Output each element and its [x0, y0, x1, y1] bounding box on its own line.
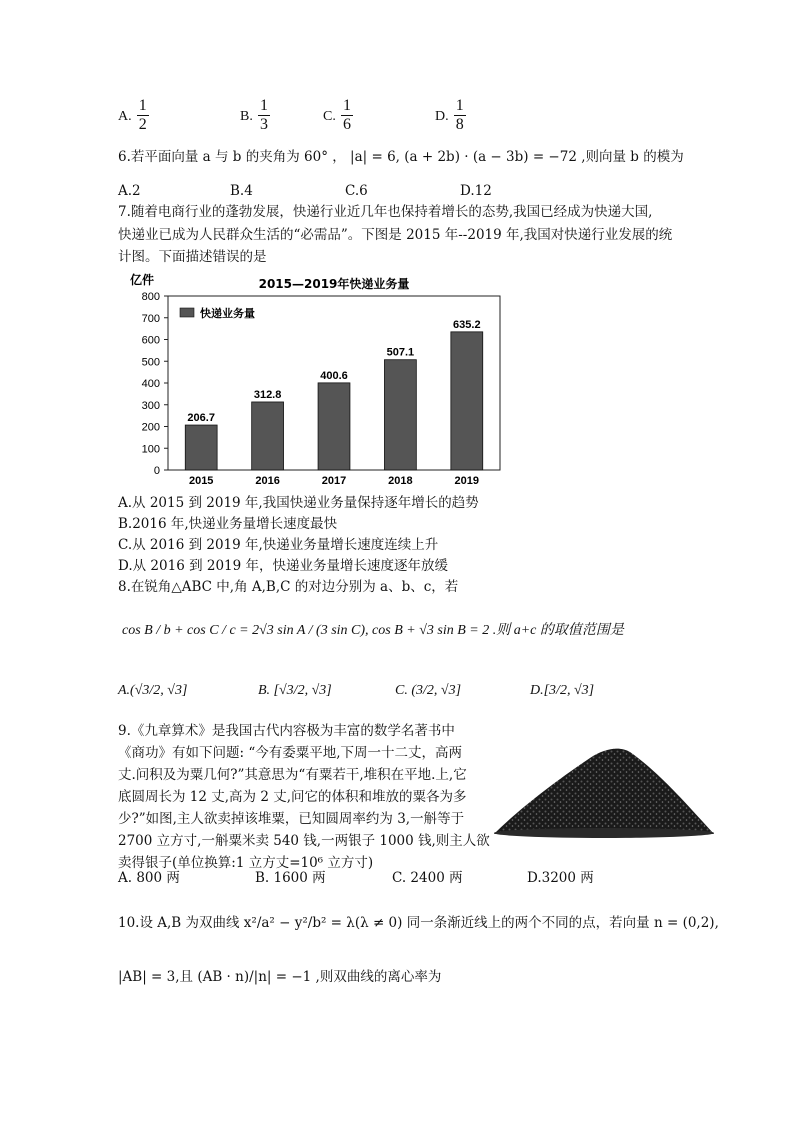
legend-label: 快递业务量	[200, 307, 255, 320]
y-tick-label: 300	[141, 399, 160, 412]
legend-swatch	[180, 308, 194, 317]
data-label-2016: 312.8	[253, 388, 282, 401]
q5-option-a[interactable]	[118, 97, 149, 134]
y-tick-label: 600	[141, 334, 160, 347]
option-label: D.	[435, 109, 449, 124]
chart-title: 2015—2019年快递业务量	[258, 277, 410, 291]
x-tick-label-2017: 2017	[321, 475, 347, 487]
q8-stem: 8.在锐角△ABC 中,角 A,B,C 的对边分别为 a、b、c，若	[118, 579, 459, 595]
q9-line6: 2700 立方寸,一斛粟米卖 540 钱,一两银子 1000 钱,则主人欲	[118, 833, 490, 849]
data-label-2019: 635.2	[453, 318, 481, 331]
y-tick-label: 800	[141, 291, 160, 303]
q5-option-b[interactable]	[240, 97, 270, 134]
fraction	[341, 97, 353, 134]
data-label-2018: 507.1	[386, 346, 415, 359]
q6-stem: 6.若平面向量 a 与 b 的夹角为 60° ， |a| = 6, (a + 2b) · (a − 3b) = −72 ,则向量 b 的模为	[118, 149, 684, 165]
bar-2015	[185, 425, 217, 470]
numerator: 1	[259, 97, 268, 114]
q9-line3: 丈.问积及为粟几何?”其意思为“有粟若干,堆积在平地.上,它	[118, 767, 467, 783]
bar-2018	[384, 360, 416, 470]
numerator: 1	[455, 97, 464, 114]
data-label-2017: 400.6	[320, 369, 348, 382]
q9-line2: 《商功》有如下问题: “今有委粟平地,下周一十二丈，高两	[118, 745, 463, 761]
denominator: 3	[259, 116, 268, 133]
q8-option-d[interactable]: D.[3/2, √3]	[530, 683, 595, 698]
y-axis-label: 亿件	[130, 273, 155, 287]
q8-option-c[interactable]: C. (3/2, √3]	[395, 683, 462, 698]
fraction	[454, 97, 466, 134]
y-tick-label: 500	[141, 356, 160, 369]
q8-formula: cos B / b + cos C / c = 2√3 sin A / (3 sin C), cos B + √3 sin B = 2 .则 a+c 的取值范围是	[122, 623, 624, 638]
q6-option-d[interactable]: D.12	[460, 183, 492, 199]
x-tick-label-2016: 2016	[255, 475, 280, 487]
q7-option-b[interactable]: B.2016 年,快递业务量增长速度最快	[118, 516, 338, 532]
data-label-2015: 206.7	[187, 412, 215, 425]
q5-option-d[interactable]	[435, 97, 466, 134]
y-tick-label: 400	[141, 378, 160, 390]
q9-option-c[interactable]: C. 2400 两	[392, 870, 463, 886]
q7-stem-line3: 计图。下面描述错误的是	[118, 249, 267, 265]
q7-option-c[interactable]: C.从 2016 到 2019 年,快递业务量增长速度连续上升	[118, 537, 439, 553]
q9-line7: 卖得银子(单位换算:1 立方丈=10⁶ 立方寸)	[118, 855, 374, 871]
x-tick-label-2018: 2018	[388, 475, 413, 487]
q9-option-a[interactable]: A. 800 两	[118, 870, 180, 886]
chart-svg	[112, 270, 504, 492]
x-tick-label-2019: 2019	[454, 475, 480, 487]
bar-2016	[252, 402, 284, 470]
q9-line5: 少?”如图,主人欲卖掉该堆粟，已知圆周率约为 3,一斛等于	[118, 811, 465, 827]
y-tick-label: 0	[153, 465, 160, 477]
q8-option-b[interactable]: B. [√3/2, √3]	[258, 683, 332, 698]
q9-line1: 9.《九章算术》是我国古代内容极为丰富的数学名著书中	[118, 723, 455, 739]
q7-stem-line1: 7.随着电商行业的蓬勃发展，快递行业近几年也保持着增长的态势,我国已经成为快递大国,	[118, 204, 653, 220]
fraction	[137, 97, 149, 134]
option-label: A.	[118, 109, 132, 124]
y-tick-label: 700	[141, 312, 160, 325]
q9-line4: 底圆周长为 12 丈,高为 2 丈,问它的体积和堆放的粟各为多	[118, 789, 467, 805]
option-label: B.	[240, 109, 253, 124]
q5-option-c[interactable]	[323, 97, 353, 134]
bar-2017	[318, 383, 350, 470]
x-tick-label-2015: 2015	[188, 475, 214, 487]
option-label: C.	[323, 109, 336, 124]
grain-heap-image	[490, 738, 718, 838]
q6-option-b[interactable]: B.4	[230, 183, 253, 199]
q7-stem-line2: 快递业已成为人民群众生活的“必需品”。下图是 2015 年--2019 年,我国对快递行业发展的统	[118, 227, 673, 243]
denominator: 8	[455, 116, 464, 133]
denominator: 6	[342, 116, 351, 133]
bar-chart	[112, 270, 504, 492]
q7-option-d[interactable]: D.从 2016 到 2019 年，快递业务量增长速度逐年放缓	[118, 558, 449, 574]
q7-option-a[interactable]: A.从 2015 到 2019 年,我国快递业务量保持逐年增长的趋势	[118, 495, 479, 511]
y-tick-label: 200	[141, 421, 160, 434]
q10-line2: |AB| = 3,且 (AB · n)/|n| = −1 ,则双曲线的离心率为	[118, 969, 442, 985]
denominator: 2	[138, 116, 147, 133]
y-tick-label: 100	[141, 443, 160, 456]
fraction	[258, 97, 270, 134]
q10-line1: 10.设 A,B 为双曲线 x²/a² − y²/b² = λ(λ ≠ 0) 同一条渐近线上的两个不同的点，若向量 n = (0,2),	[118, 915, 719, 931]
q9-option-b[interactable]: B. 1600 两	[255, 870, 326, 886]
bar-2019	[451, 332, 483, 470]
q6-option-c[interactable]: C.6	[345, 183, 368, 199]
numerator: 1	[138, 97, 147, 114]
q9-option-d[interactable]: D.3200 两	[527, 870, 594, 886]
q8-option-a[interactable]: A.(√3/2, √3]	[118, 683, 188, 698]
q6-option-a[interactable]: A.2	[118, 183, 141, 199]
numerator: 1	[342, 97, 351, 114]
